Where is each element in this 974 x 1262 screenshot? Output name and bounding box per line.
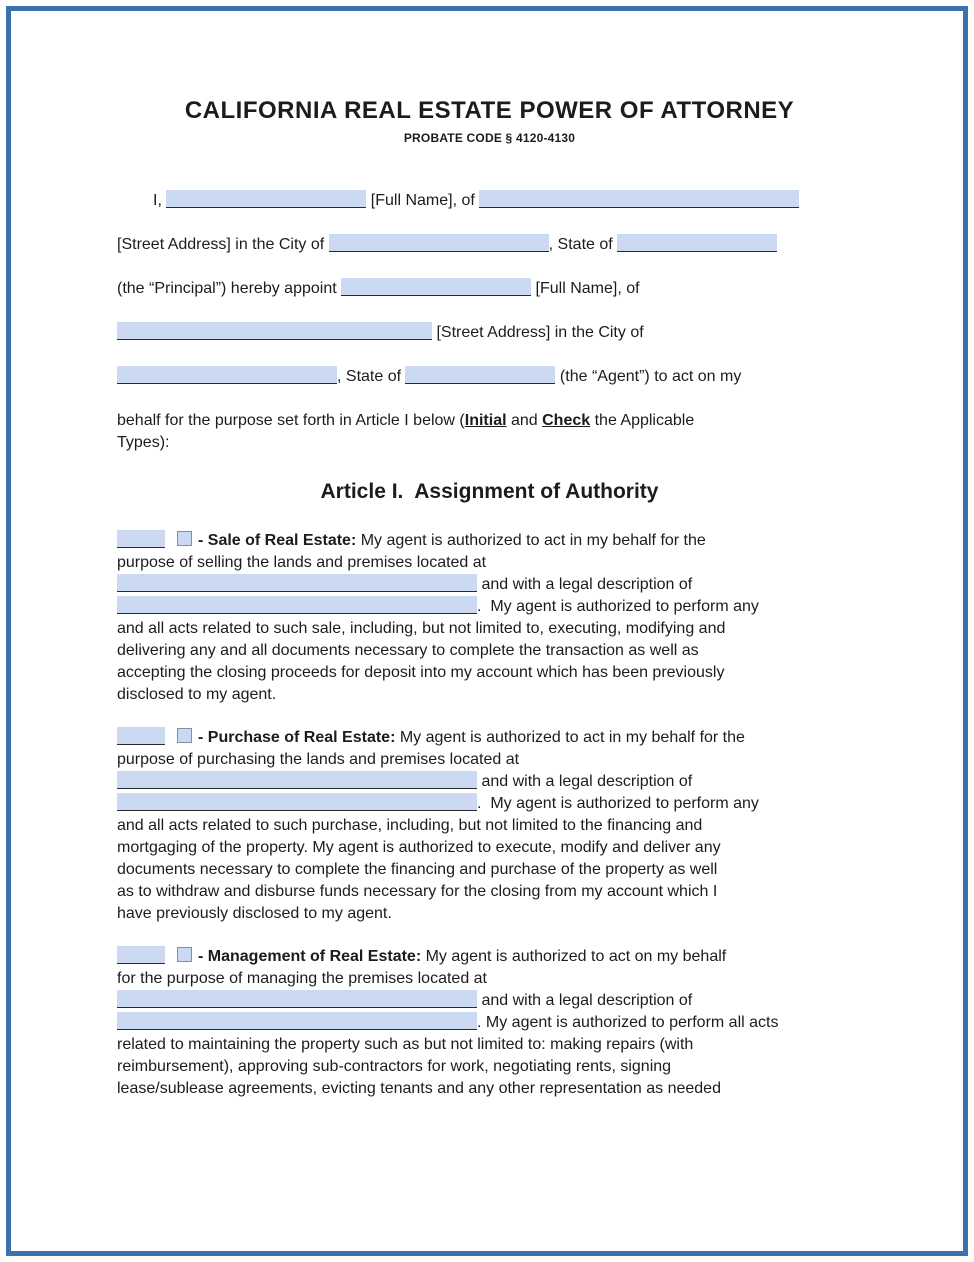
form-line [117,190,862,212]
section-management-of-real-estate [117,946,862,1100]
text-run: as to withdraw and disburse funds necessary for the closing from my account which I [117,883,718,900]
sections-container [117,530,862,1100]
text-run: , State of [548,236,618,253]
text-run: and all acts related to such sale, including, but not limited to, executing, modifying and [117,620,726,637]
agent-full-name-field[interactable] [341,278,531,296]
form-line [117,530,862,552]
text-run: disclosed to my agent. [117,686,277,703]
section-sale-of-real-estate [117,530,862,706]
form-line [117,990,862,1012]
text-run: [Full Name], of [366,192,480,209]
text-run: (the “Principal”) hereby appoint [117,280,342,297]
management-initials-field[interactable] [117,946,165,964]
form-line [117,815,862,837]
form-line [117,771,862,793]
text-run: lease/sublease agreements, evicting tenants and any other representation as needed [117,1080,721,1097]
text-run: have previously disclosed to my agent. [117,905,392,922]
text-run: My agent is authorized to act in my behalf for the [356,532,706,549]
text-run: . My agent is authorized to perform any [477,598,759,615]
form-line [117,1056,862,1078]
form-line [117,1012,862,1034]
text-run: and all acts related to such purchase, including, but not limited to the financing and [117,817,703,834]
text-run: mortgaging of the property. My agent is authorized to execute, modify and deliver any [117,839,721,856]
intro-paragraph [117,190,862,454]
agent-state-field[interactable] [405,366,555,384]
text-run: purpose of purchasing the lands and premises located at [117,751,520,768]
sale-initials-field[interactable] [117,530,165,548]
emphasized-text: Initial [464,412,507,429]
document-subtitle: PROBATE CODE § 4120-4130 [403,131,576,145]
text-run: for the purpose of managing the premises located at [117,970,487,987]
text-run: and [506,412,543,429]
management-property-address-field[interactable] [117,990,477,1008]
text-run: and with a legal description of [477,773,693,790]
form-line [117,903,862,925]
form-line [117,793,862,815]
form-line [117,640,862,662]
text-run: My agent is authorized to act in my behalf for the [395,729,745,746]
principal-city-field[interactable] [329,234,549,252]
form-line [117,946,862,968]
form-line [117,1078,862,1100]
text-run: delivering any and all documents necessary to complete the transaction as well as [117,642,699,659]
text-run: I, [153,192,167,209]
form-line [117,881,862,903]
sale-checkbox[interactable] [177,531,192,546]
form-line [117,727,862,749]
text-run: reimbursement), approving sub-contractors for work, negotiating rents, signing [117,1058,672,1075]
form-line [117,552,862,574]
management-checkbox[interactable] [177,947,192,962]
section-purchase-of-real-estate [117,727,862,925]
form-line [117,968,862,990]
emphasized-text: - Purchase of Real Estate: [198,729,396,746]
sale-property-address-field[interactable] [117,574,477,592]
text-run: . My agent is authorized to perform any [477,795,759,812]
form-line [117,432,862,454]
form-line [117,322,862,344]
text-run: Types): [117,434,170,451]
form-line [117,234,862,256]
text-run: (the “Agent”) to act on my [555,368,742,385]
text-run: accepting the closing proceeds for deposit into my account which has been previously [117,664,725,681]
document-content [117,0,862,1121]
purchase-property-address-field[interactable] [117,771,477,789]
document-title: CALIFORNIA REAL ESTATE POWER OF ATTORNEY [184,97,795,124]
principal-full-name-field[interactable] [166,190,366,208]
emphasized-text: - Management of Real Estate: [198,948,422,965]
form-line [117,410,862,432]
form-line [117,837,862,859]
text-run: and with a legal description of [477,576,693,593]
management-legal-description-field[interactable] [117,1012,477,1030]
text-run: . My agent is authorized to perform all acts [477,1014,779,1031]
text-run: [Street Address] in the City of [432,324,644,341]
form-line [117,574,862,596]
text-run: and with a legal description of [477,992,693,1009]
text-run: [Street Address] in the City of [117,236,329,253]
purchase-initials-field[interactable] [117,727,165,745]
sale-legal-description-field[interactable] [117,596,477,614]
form-line [117,684,862,706]
form-line [117,596,862,618]
agent-city-field[interactable] [117,366,337,384]
agent-street-address-field[interactable] [117,322,432,340]
article-heading: Article I. Assignment of Authority [320,480,659,503]
purchase-legal-description-field[interactable] [117,793,477,811]
text-run: [Full Name], of [531,280,640,297]
form-line [117,1034,862,1056]
text-run: , State of [337,368,406,385]
text-run: documents necessary to complete the financing and purchase of the property as well [117,861,718,878]
form-line [117,749,862,771]
form-line [117,366,862,388]
text-run: behalf for the purpose set forth in Article I below ( [117,412,465,429]
text-run: the Applicable [590,412,695,429]
emphasized-text: Check [542,412,591,429]
text-run: purpose of selling the lands and premises located at [117,554,487,571]
form-line [117,278,862,300]
emphasized-text: - Sale of Real Estate: [198,532,357,549]
purchase-checkbox[interactable] [177,728,192,743]
form-line [117,618,862,640]
principal-state-field[interactable] [617,234,777,252]
form-line [117,662,862,684]
text-run: related to maintaining the property such as but not limited to: making repairs (with [117,1036,694,1053]
text-run: My agent is authorized to act on my behalf [421,948,727,965]
form-line [117,859,862,881]
principal-street-address-field[interactable] [479,190,799,208]
